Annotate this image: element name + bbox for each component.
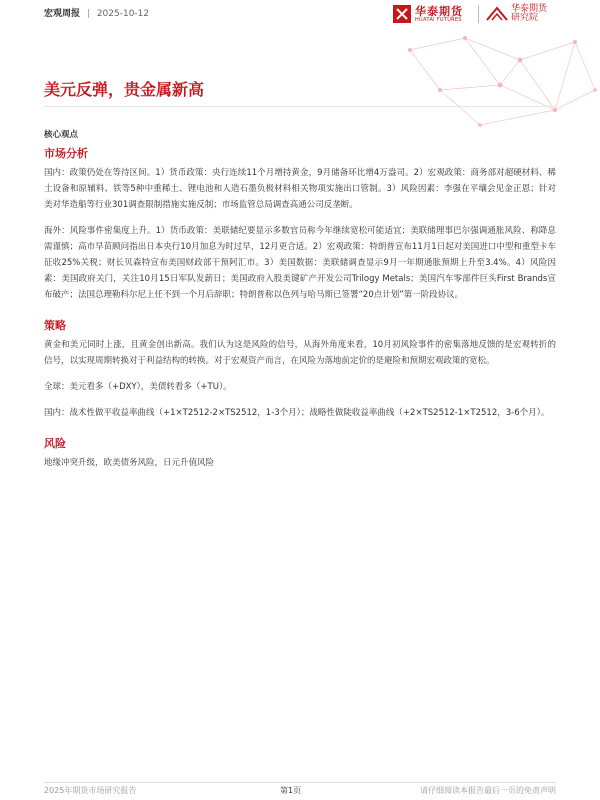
logo-divider [478, 5, 479, 23]
section-heading-market-analysis: 市场分析 [44, 147, 88, 160]
paragraph-risk: 地缘冲突升级，欧美债务风险，日元升值风险 [44, 458, 215, 468]
page-header [0, 0, 600, 30]
page-footer [0, 782, 600, 800]
paragraph-overseas: 海外：风险事件密集度上升。1）货币政策：美联储纪要显示多数官员称今年继续宽松可能适宜；美联储理事巴尔强调通胀风险、称降息需谨慎；高市早苗顾问指出日本央行10月加息为时过早，12月更合适。2）宏观政策：特朗普宣布11月1日起对美国进口中型和重型卡车征收25%关税；财长贝森特宣布美国财政部干预阿汇市。3）美国数据：美联储调查显示9月一年期通胀预期上升至3.4%。4）风险因素：美国政府关门，关注10月15日军队发薪日；美国政府入股美键矿产开发公司Trilogy Metals；美国汽车零部件巨头First Brands宣布破产；法国总理勒科尔尼上任不到一个月后辞职；特朗普称以色列与哈马斯已签署“20点计划”第一阶段协议。 [44, 226, 556, 300]
core-views-label: 核心观点 [44, 130, 79, 140]
report-meta [44, 6, 149, 19]
logo-name-cn: 华泰期货 [415, 4, 463, 18]
report-date: 2025-10-12 [96, 9, 150, 19]
network-decoration-icon [370, 30, 600, 140]
research-institute-logo [486, 3, 547, 25]
report-title: 美元反弹，贵金属新高 [44, 80, 205, 99]
logo-name-en: HUATAI FUTURES [415, 16, 462, 23]
report-body [44, 128, 556, 471]
header-separator: | [86, 9, 90, 19]
disclaimer-note: 请仔细阅读本报告最后一页的免责声明 [420, 786, 556, 795]
huatai-logo-icon [393, 5, 411, 23]
paragraph-strategy-global: 全球：美元看多（+DXY），美债转看多（+TU）。 [44, 382, 232, 392]
paragraph-domestic: 国内：政策仍处在等待区间。1）货币政策：央行连续11个月增持黄金，9月储备环比增4万盎司。2）宏观政策：商务部对超硬材料、稀土设备和原辅料、铁等5种中重稀土、锂电池和人造石墨负极材料相关物项实施出口管制。3）风险因素：李强在平壤会见金正恩；针对美对华造船等行业301调查限制措施实施反制；市场监管总局调查高通公司反垄断。 [44, 168, 556, 210]
institute-mark-icon [486, 6, 508, 22]
institute-line-1: 华泰期货 [511, 3, 548, 14]
section-heading-risk: 风险 [44, 437, 66, 450]
footer-report-name: 2025年期货市场研究报告 [44, 786, 137, 795]
report-type: 宏观周报 [44, 9, 81, 19]
institute-line-2: 研究院 [511, 13, 539, 23]
title-divider [44, 106, 556, 107]
logo-wordmark [415, 6, 463, 23]
huatai-futures-logo [393, 3, 463, 25]
paragraph-strategy-domestic: 国内：战术性做平收益率曲线（+1×T2512-2×TS2512，1-3个月）；战略性做陡收益率曲线（+2×TS2512-1×T2512，3-6个月）。 [44, 408, 550, 418]
footer-divider [44, 782, 556, 783]
section-heading-strategy: 策略 [44, 319, 66, 332]
institute-wordmark [511, 5, 547, 24]
paragraph-strategy-summary: 黄金和美元同时上涨，且黄金创出新高。我们认为这是风险的信号，从海外角度来看，10月初风险事件的密集落地反馈的是宏观转折的信号，以实现周期转换对于利益结构的转换。对于宏观资产而言，在风险为落地前定价的是避险和预期宏观政策的宽松。 [44, 340, 556, 366]
page-number: 第1页 [280, 786, 302, 795]
